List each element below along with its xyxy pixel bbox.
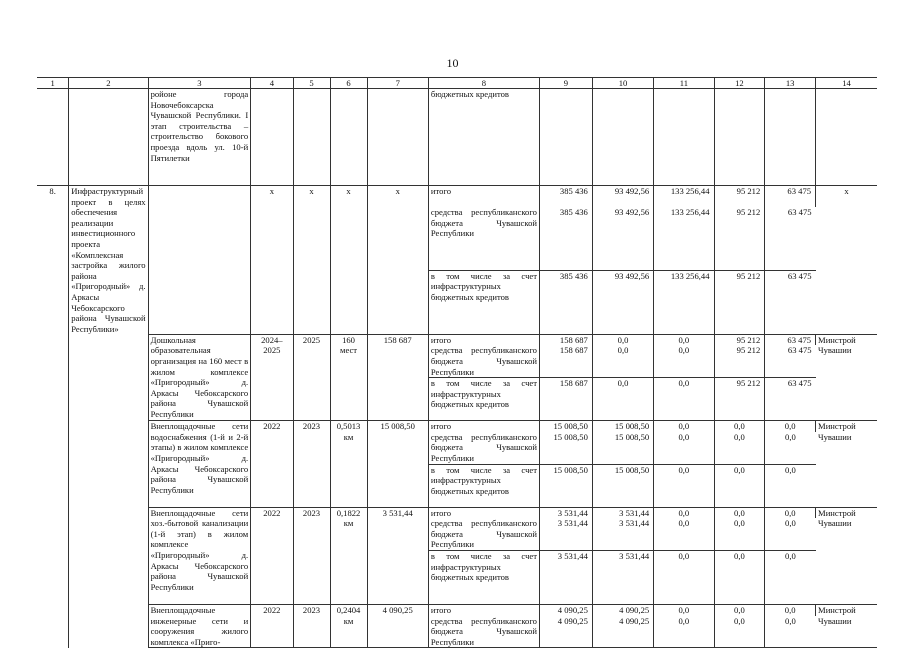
funding-source: в том числе за счет инфраструктурных бюджетных кредитов (428, 550, 539, 604)
funding-source: в том числе за счет инфраструктурных бюджетных кредитов (428, 464, 539, 507)
cell: 2023 (293, 507, 330, 604)
funding-source: итого (428, 507, 539, 518)
cell: 3 531,44 (592, 518, 653, 550)
cell: 3 531,44 (592, 550, 653, 604)
funding-source: итого (428, 421, 539, 432)
funding-source: итого (428, 604, 539, 615)
cell: х (816, 186, 877, 335)
cell: 0,0 (654, 518, 714, 550)
cell: 0,0 (654, 345, 714, 377)
funding-source: бюджетных кредитов (428, 89, 539, 186)
table-row (37, 421, 877, 432)
column-header: 5 (293, 78, 330, 89)
cell: 158 687 (367, 334, 428, 420)
cell: 0,0 (714, 432, 765, 464)
cell: 93 492,56 (592, 207, 653, 270)
funding-source: средства республиканского бюджета Чувашской Республики (428, 207, 539, 270)
cell: 3 531,44 (367, 507, 428, 604)
cell: 0,0 (592, 378, 653, 421)
cell: 0,0 (714, 464, 765, 507)
cell: 93 492,56 (592, 186, 653, 208)
cell: 4 090,25 (539, 604, 592, 615)
cell: х (293, 186, 330, 335)
executor: Минстрой Чувашии (816, 507, 877, 604)
cell: 15 008,50 (592, 464, 653, 507)
column-header: 9 (539, 78, 592, 89)
cell: 0,2404 км (330, 604, 367, 647)
cell: х (367, 186, 428, 335)
cell: х (251, 186, 293, 335)
funding-source: в том числе за счет инфраструктурных бюджетных кредитов (428, 270, 539, 334)
funding-source: в том числе за счет инфраструктурных бюджетных кредитов (428, 378, 539, 421)
object-name: Внеплощадочные инженерные сети и сооружения жилого комплекса «Приго- (148, 604, 251, 647)
cell: 133 256,44 (654, 186, 714, 208)
cell: х (330, 186, 367, 335)
project-name: Инфраструктурный проект в целях обеспечения реализации инвестиционного проекта «Комплексная застройка жилого района «Пригородный» д. Аркасы Чебоксарского района Чувашской Республики» (69, 186, 148, 335)
cell: 15 008,50 (539, 432, 592, 464)
cell: 4 090,25 (592, 616, 653, 648)
cell: 0,0 (765, 432, 816, 464)
table-row (37, 604, 877, 615)
cell: 0,0 (654, 378, 714, 421)
object-name: Дошкольная образовательная организация на 160 мест в жилом комплексе «Пригородный» д. Аркасы Чебоксарского района Чувашской Республики (148, 334, 251, 420)
cell: 63 475 (765, 186, 816, 208)
cell: 63 475 (765, 345, 816, 377)
cell: 0,0 (714, 421, 765, 432)
column-header: 8 (428, 78, 539, 89)
cell: 15 008,50 (592, 421, 653, 432)
cell: 0,0 (654, 432, 714, 464)
funding-source: итого (428, 334, 539, 345)
cell: 3 531,44 (539, 518, 592, 550)
funding-source: средства республиканского бюджета Чувашской Республики (428, 518, 539, 550)
cell: 4 090,25 (367, 604, 428, 647)
cell: 63 475 (765, 334, 816, 345)
investment-table (37, 77, 877, 648)
object-name: Внеплощадочные сети водоснабжения (1-й и 2-й этапы) в жилом комплексе «Пригородный» д. Аркасы Чебоксарского района Чувашской Республики (148, 421, 251, 507)
cell: 0,0 (765, 604, 816, 615)
cell: 63 475 (765, 378, 816, 421)
column-header: 10 (592, 78, 653, 89)
funding-source: средства республиканского бюджета Чувашской Республики (428, 432, 539, 464)
cell: 0,0 (765, 518, 816, 550)
cell: 0,0 (765, 464, 816, 507)
cell: 385 436 (539, 207, 592, 270)
cell: 158 687 (539, 378, 592, 421)
cell: 385 436 (539, 270, 592, 334)
cell: 0,5013 км (330, 421, 367, 507)
cell: 0,0 (714, 550, 765, 604)
cell: 0,0 (654, 421, 714, 432)
cell: 95 212 (714, 378, 765, 421)
cell: 0,0 (714, 507, 765, 518)
table-row (37, 507, 877, 518)
column-header: 11 (654, 78, 714, 89)
object-name: Внеплощадочные сети хоз.-бытовой канализации (1-й этап) в жилом комплексе «Пригородный» д. Аркасы Чебоксарского района Чувашской Республики (148, 507, 251, 604)
funding-source: средства республиканского бюджета Чувашской Республики (428, 616, 539, 648)
cell: 0,0 (654, 604, 714, 615)
cell: 0,0 (654, 616, 714, 648)
table-header-row (37, 78, 877, 89)
cell: 15 008,50 (539, 464, 592, 507)
cell: 0,0 (592, 345, 653, 377)
cell: 2022 (251, 604, 293, 647)
cell: 0,0 (714, 616, 765, 648)
cell: 158 687 (539, 334, 592, 345)
column-header: 13 (765, 78, 816, 89)
executor: Минстрой Чувашии (816, 421, 877, 507)
column-header: 1 (37, 78, 69, 89)
cell: 0,0 (654, 507, 714, 518)
cell: 63 475 (765, 207, 816, 270)
cell: 0,0 (765, 507, 816, 518)
cell: 2023 (293, 421, 330, 507)
column-header: 3 (148, 78, 251, 89)
cell: 0,0 (714, 518, 765, 550)
cell: 0,0 (714, 604, 765, 615)
cell: 95 212 (714, 270, 765, 334)
table-row (37, 334, 877, 345)
cell: 0,0 (765, 421, 816, 432)
cell: 133 256,44 (654, 207, 714, 270)
cell: 95 212 (714, 207, 765, 270)
column-header: 4 (251, 78, 293, 89)
cell: 2022 (251, 421, 293, 507)
table-row (37, 186, 877, 208)
cell: 0,0 (654, 550, 714, 604)
cell: 15 008,50 (539, 421, 592, 432)
executor: Минстрой Чувашии (816, 334, 877, 420)
cell: 0,0 (765, 550, 816, 604)
column-header: 6 (330, 78, 367, 89)
cell: 0,0 (654, 464, 714, 507)
column-header: 14 (816, 78, 877, 89)
cell: 15 008,50 (367, 421, 428, 507)
cell: 0,1822 км (330, 507, 367, 604)
cell: 385 436 (539, 186, 592, 208)
cell: 4 090,25 (539, 616, 592, 648)
cell: 3 531,44 (592, 507, 653, 518)
cell: 3 531,44 (539, 550, 592, 604)
cell: 63 475 (765, 270, 816, 334)
cell: 0,0 (765, 616, 816, 648)
cell: 4 090,25 (592, 604, 653, 615)
funding-source: итого (428, 186, 539, 208)
row-number: 8. (37, 186, 69, 335)
column-header: 12 (714, 78, 765, 89)
cell: 0,0 (654, 334, 714, 345)
cell: 2022 (251, 507, 293, 604)
object-name: ройоне города Новочебоксарска Чувашской Республики. I этап строительства – строительство бокового проезда вдоль ул. 10-й Пятилетки (148, 89, 251, 186)
funding-source: средства республиканского бюджета Чувашской Республики (428, 345, 539, 377)
cell: 3 531,44 (539, 507, 592, 518)
column-header: 7 (367, 78, 428, 89)
executor: Минстрой Чувашии (816, 604, 877, 647)
cell: 95 212 (714, 345, 765, 377)
cell: 95 212 (714, 334, 765, 345)
cell: 158 687 (539, 345, 592, 377)
cell: 2024–2025 (251, 334, 293, 420)
cell: 0,0 (592, 334, 653, 345)
page-number: 10 (446, 56, 459, 70)
table-row (37, 89, 877, 186)
cell: 2025 (293, 334, 330, 420)
cell: 15 008,50 (592, 432, 653, 464)
cell: 93 492,56 (592, 270, 653, 334)
cell: 2023 (293, 604, 330, 647)
column-header: 2 (69, 78, 148, 89)
cell: 160 мест (330, 334, 367, 420)
cell: 133 256,44 (654, 270, 714, 334)
cell: 95 212 (714, 186, 765, 208)
